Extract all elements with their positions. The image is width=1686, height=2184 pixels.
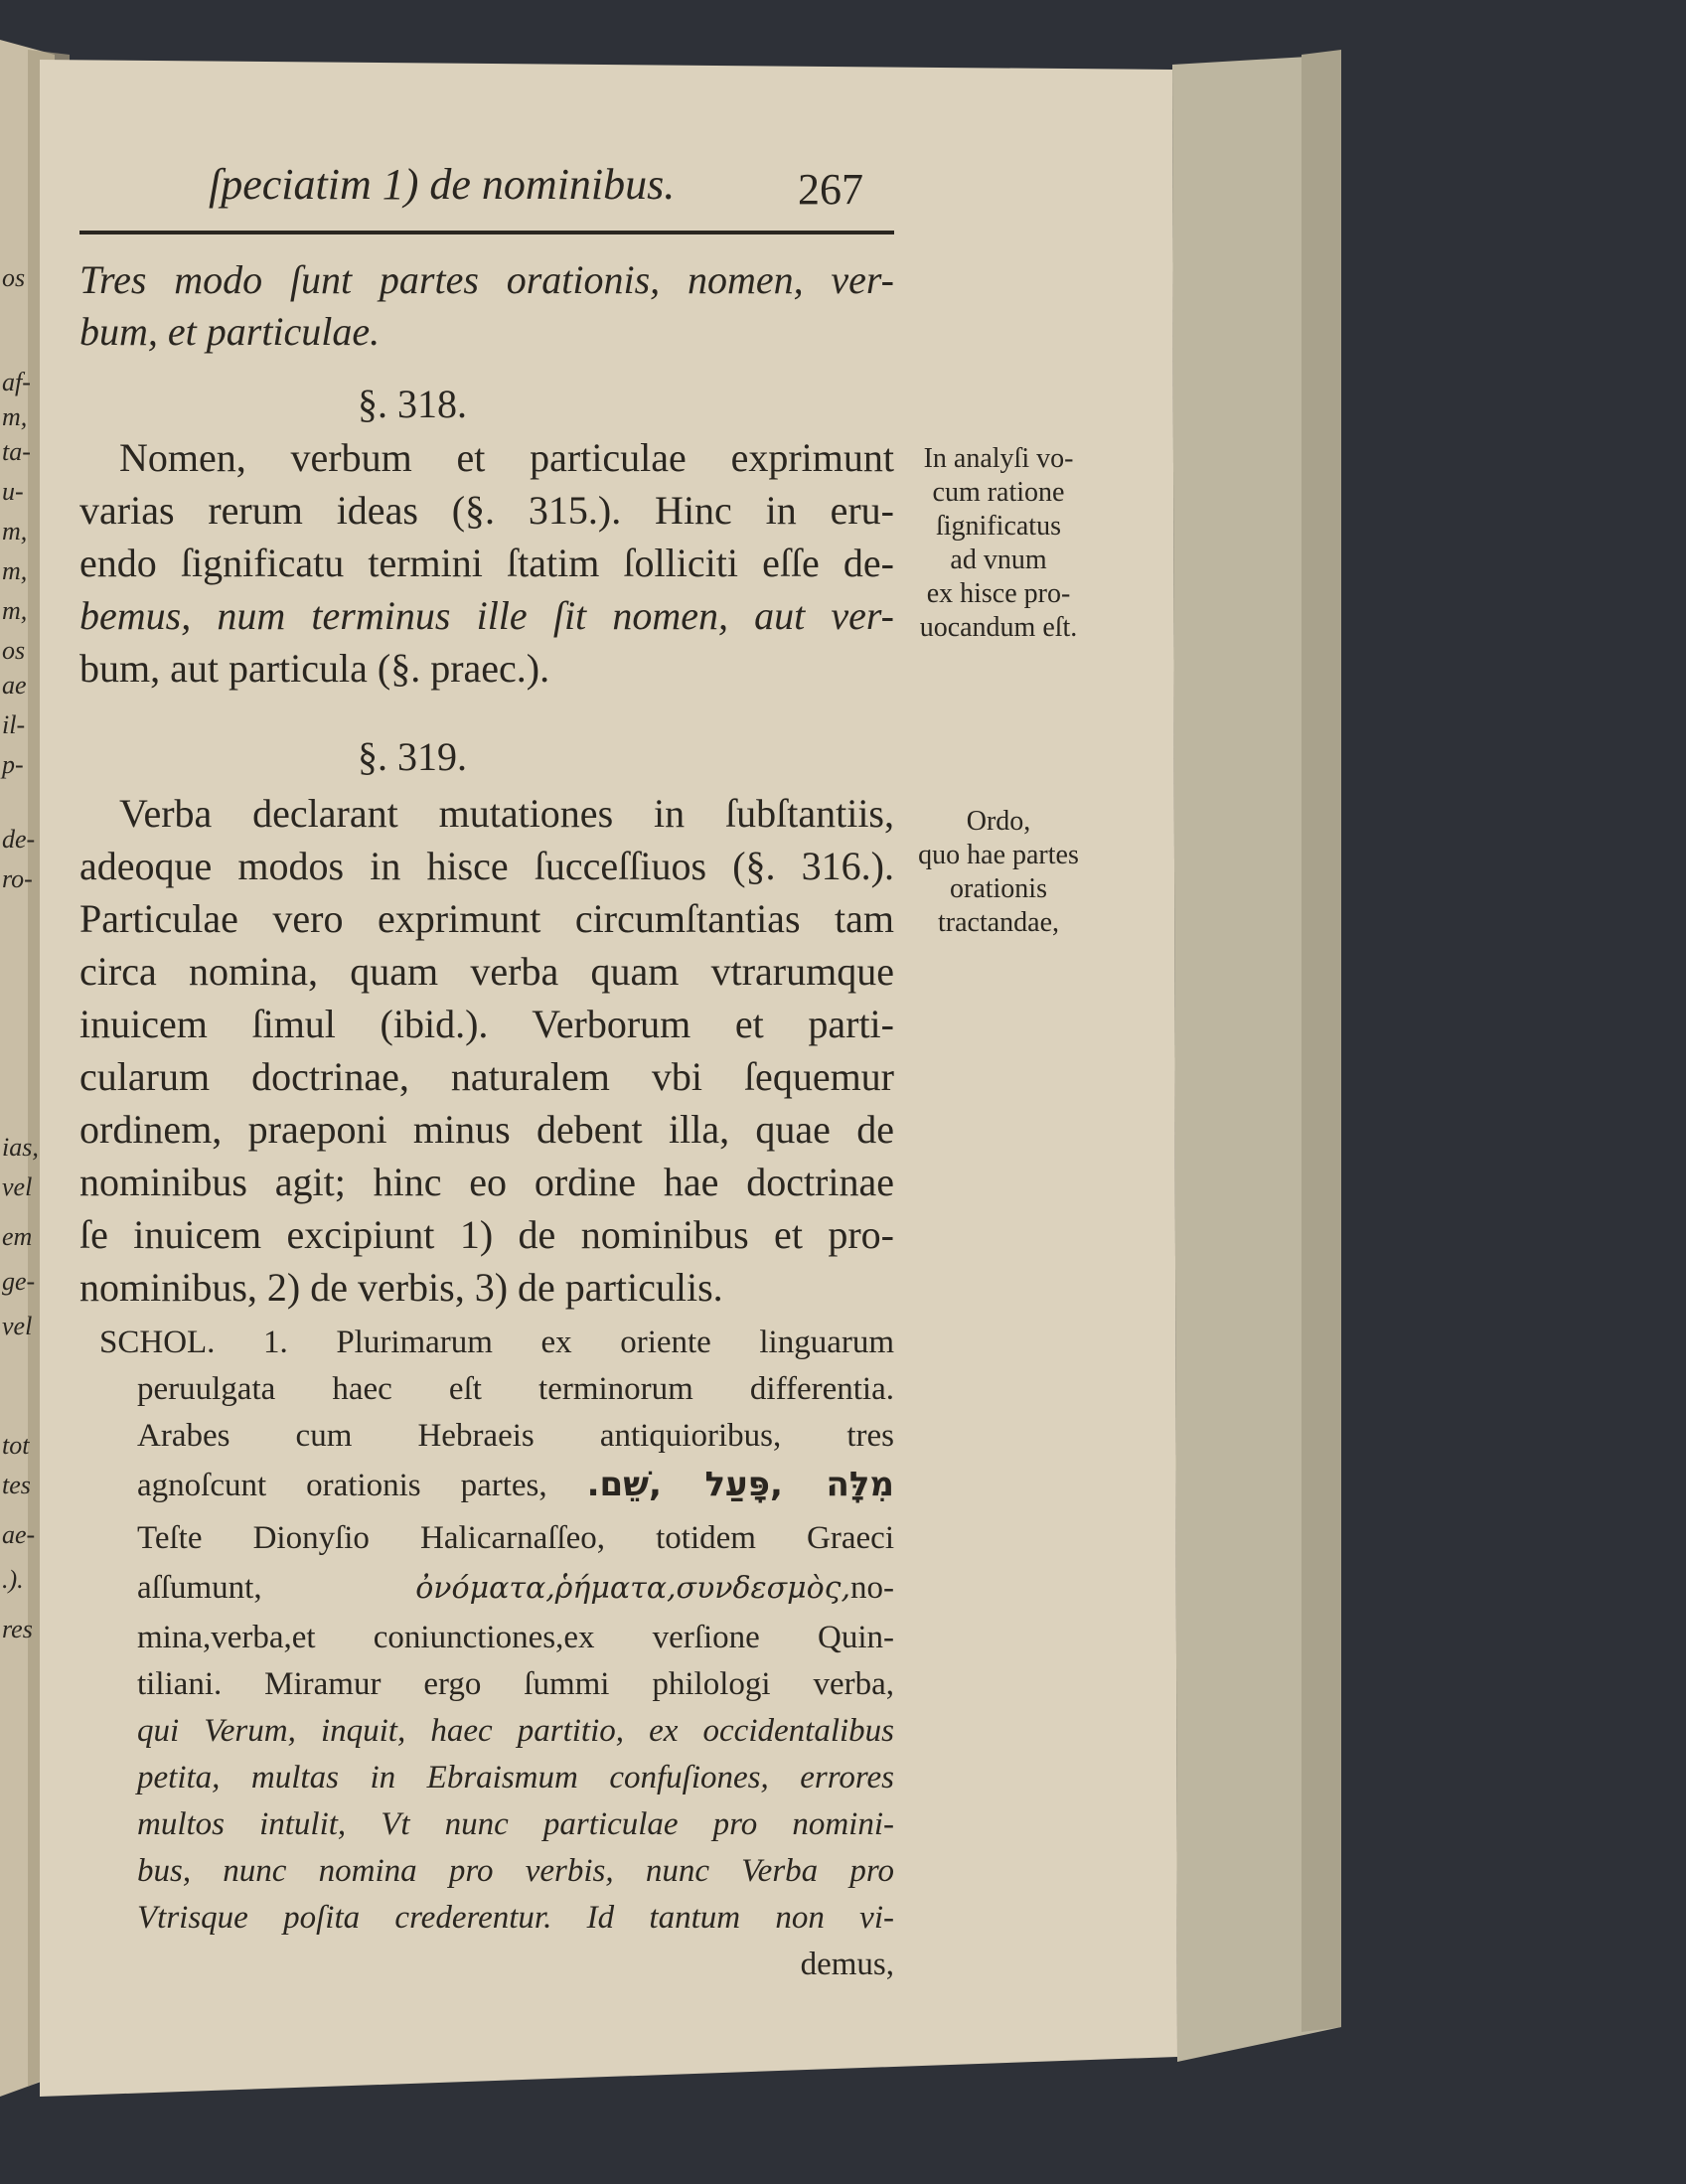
margin-note-line: quo hae partes	[918, 840, 1079, 870]
previous-page-fragment: vel	[2, 1312, 33, 1340]
scholium-line-6	[137, 1570, 894, 1607]
previous-page-fragment: em	[2, 1222, 33, 1251]
s319-line-9: ſe inuicem excipiunt 1) de nominibus et pro-	[79, 1212, 894, 1257]
previous-page-fragment: ias,	[2, 1133, 39, 1162]
margin-note-line: orationis	[950, 873, 1047, 904]
margin-note-319	[884, 805, 1113, 940]
margin-note-line: tractandae,	[937, 907, 1060, 938]
scholium-line-7: mina,verba,et coniunctiones,ex verſione Quin-	[137, 1620, 894, 1655]
scholium-line-3: Arabes cum Hebraeis antiquioribus, tres	[137, 1418, 894, 1454]
header-rule	[79, 231, 894, 234]
previous-page-fragment: p-	[2, 750, 24, 779]
s319-line-1: Verba declarant mutationes in ſubſtantiis,	[119, 791, 894, 836]
section-318-heading: §. 318.	[358, 382, 467, 426]
previous-page-fragment: de-	[2, 825, 36, 854]
previous-page-fragment: tot	[2, 1431, 30, 1460]
hebrew-terms: מִלָּה ,פָּעַל ,שֵׁם.	[586, 1465, 895, 1504]
scholium-line-1	[99, 1325, 894, 1361]
previous-page-fragment: m,	[2, 517, 28, 546]
previous-page-fragment: vel	[2, 1172, 33, 1201]
margin-note-line: ſignificatus	[936, 511, 1061, 542]
running-head: ſpeciatim 1) de nominibus.	[209, 160, 676, 209]
s318-line-4: bemus, num terminus ille ſit nomen, aut ver-	[79, 593, 894, 638]
previous-page-fragment: ge-	[2, 1267, 36, 1296]
intro-line-1: Tres modo ſunt partes orationis, nomen, ver-	[79, 257, 894, 302]
scholium-label: SCHOL. 1.	[99, 1325, 288, 1360]
scholium-text-4: agnoſcunt orationis partes,	[137, 1468, 547, 1503]
s319-line-4: circa nomina, quam verba quam vtrarumque	[79, 949, 894, 994]
previous-page-fragment: tes	[2, 1471, 31, 1499]
section-319-heading: §. 319.	[358, 734, 467, 779]
previous-page-fragment: il-	[2, 710, 26, 739]
scholium-line-9: qui Verum, inquit, haec partitio, ex occidentalibus	[137, 1713, 894, 1749]
s319-line-3: Particulae vero exprimunt circumſtantias tam	[79, 896, 894, 941]
s318-line-5: bum, aut particula (§. praec.).	[79, 646, 550, 691]
scholium-text-1: Plurimarum ex oriente linguarum	[336, 1325, 895, 1360]
page-block-outer	[1302, 50, 1341, 2032]
scholium-line-4	[137, 1465, 894, 1504]
previous-page-fragment: os	[2, 263, 26, 292]
greek-terms: ὀνόματα,ῥήματα,συνδεσμὸς,	[415, 1571, 850, 1606]
scholium-line-10: petita, multas in Ebraismum confuſiones, errores	[137, 1760, 894, 1795]
margin-note-line: cum ratione	[932, 477, 1065, 508]
previous-page-fragment: u-	[2, 477, 24, 506]
s318-line-1: Nomen, verbum et particulae exprimunt	[119, 435, 894, 480]
margin-note-line: ad vnum	[950, 545, 1047, 575]
scholium-line-8: tiliani. Miramur ergo ſummi philologi verba,	[137, 1666, 894, 1702]
s319-line-8: nominibus agit; hinc eo ordine hae doctrinae	[79, 1160, 894, 1204]
previous-page-fragment: res	[2, 1615, 33, 1643]
previous-page-fragment: m,	[2, 402, 28, 431]
previous-page-fragments	[0, 0, 50, 2184]
scholium-line-13: Vtrisque poſita crederentur. Id tantum non vi-	[137, 1900, 894, 1936]
s319-line-7: ordinem, praeponi minus debent illa, quae de	[79, 1107, 894, 1152]
margin-note-line: uocandum eſt.	[919, 612, 1078, 643]
scholium-line-12: bus, nunc nomina pro verbis, nunc Verba pro	[137, 1853, 894, 1889]
scholium-line-2: peruulgata haec eſt terminorum differentia.	[137, 1371, 894, 1407]
s318-line-3: endo ſignificatu termini ſtatim ſolliciti eſſe de-	[79, 541, 894, 585]
s319-line-6: cularum doctrinae, naturalem vbi ſequemur	[79, 1054, 894, 1099]
intro-line-2: bum, et particulae.	[79, 309, 381, 354]
margin-note-318	[884, 442, 1113, 645]
margin-note-line: ex hisce pro-	[926, 578, 1071, 609]
s319-line-10: nominibus, 2) de verbis, 3) de particulis.	[79, 1265, 723, 1310]
previous-page-fragment: m,	[2, 556, 28, 585]
previous-page-fragment: m,	[2, 596, 28, 625]
previous-page-fragment: af-	[2, 368, 31, 396]
previous-page-fragment: .).	[2, 1565, 24, 1594]
previous-page-fragment: ae	[2, 671, 27, 700]
scholium-line-11: multos intulit, Vt nunc particulae pro nomini-	[137, 1806, 894, 1842]
scholium-text-6a: aſſumunt,	[137, 1570, 262, 1606]
previous-page-fragment: ta-	[2, 437, 31, 466]
s319-line-2: adeoque modos in hisce ſucceſſiuos (§. 316.).	[79, 844, 894, 888]
s319-line-5: inuicem ſimul (ibid.). Verborum et parti-	[79, 1002, 894, 1046]
scholium-text-6b: no-	[850, 1570, 894, 1606]
margin-note-line: Ordo,	[966, 806, 1031, 837]
previous-page-fragment: ro-	[2, 864, 33, 893]
page-number: 267	[798, 165, 863, 214]
previous-page-fragment: ae-	[2, 1520, 36, 1549]
page-content	[79, 0, 894, 2184]
s318-line-2: varias rerum ideas (§. 315.). Hinc in eru-	[79, 488, 894, 533]
margin-note-line: In analyſi vo-	[923, 443, 1074, 474]
scholium-line-14: demus,	[800, 1947, 894, 1982]
previous-page-fragment: os	[2, 636, 26, 665]
scholium-line-5: Teſte Dionyſio Halicarnaſſeo, totidem Graeci	[137, 1520, 894, 1556]
